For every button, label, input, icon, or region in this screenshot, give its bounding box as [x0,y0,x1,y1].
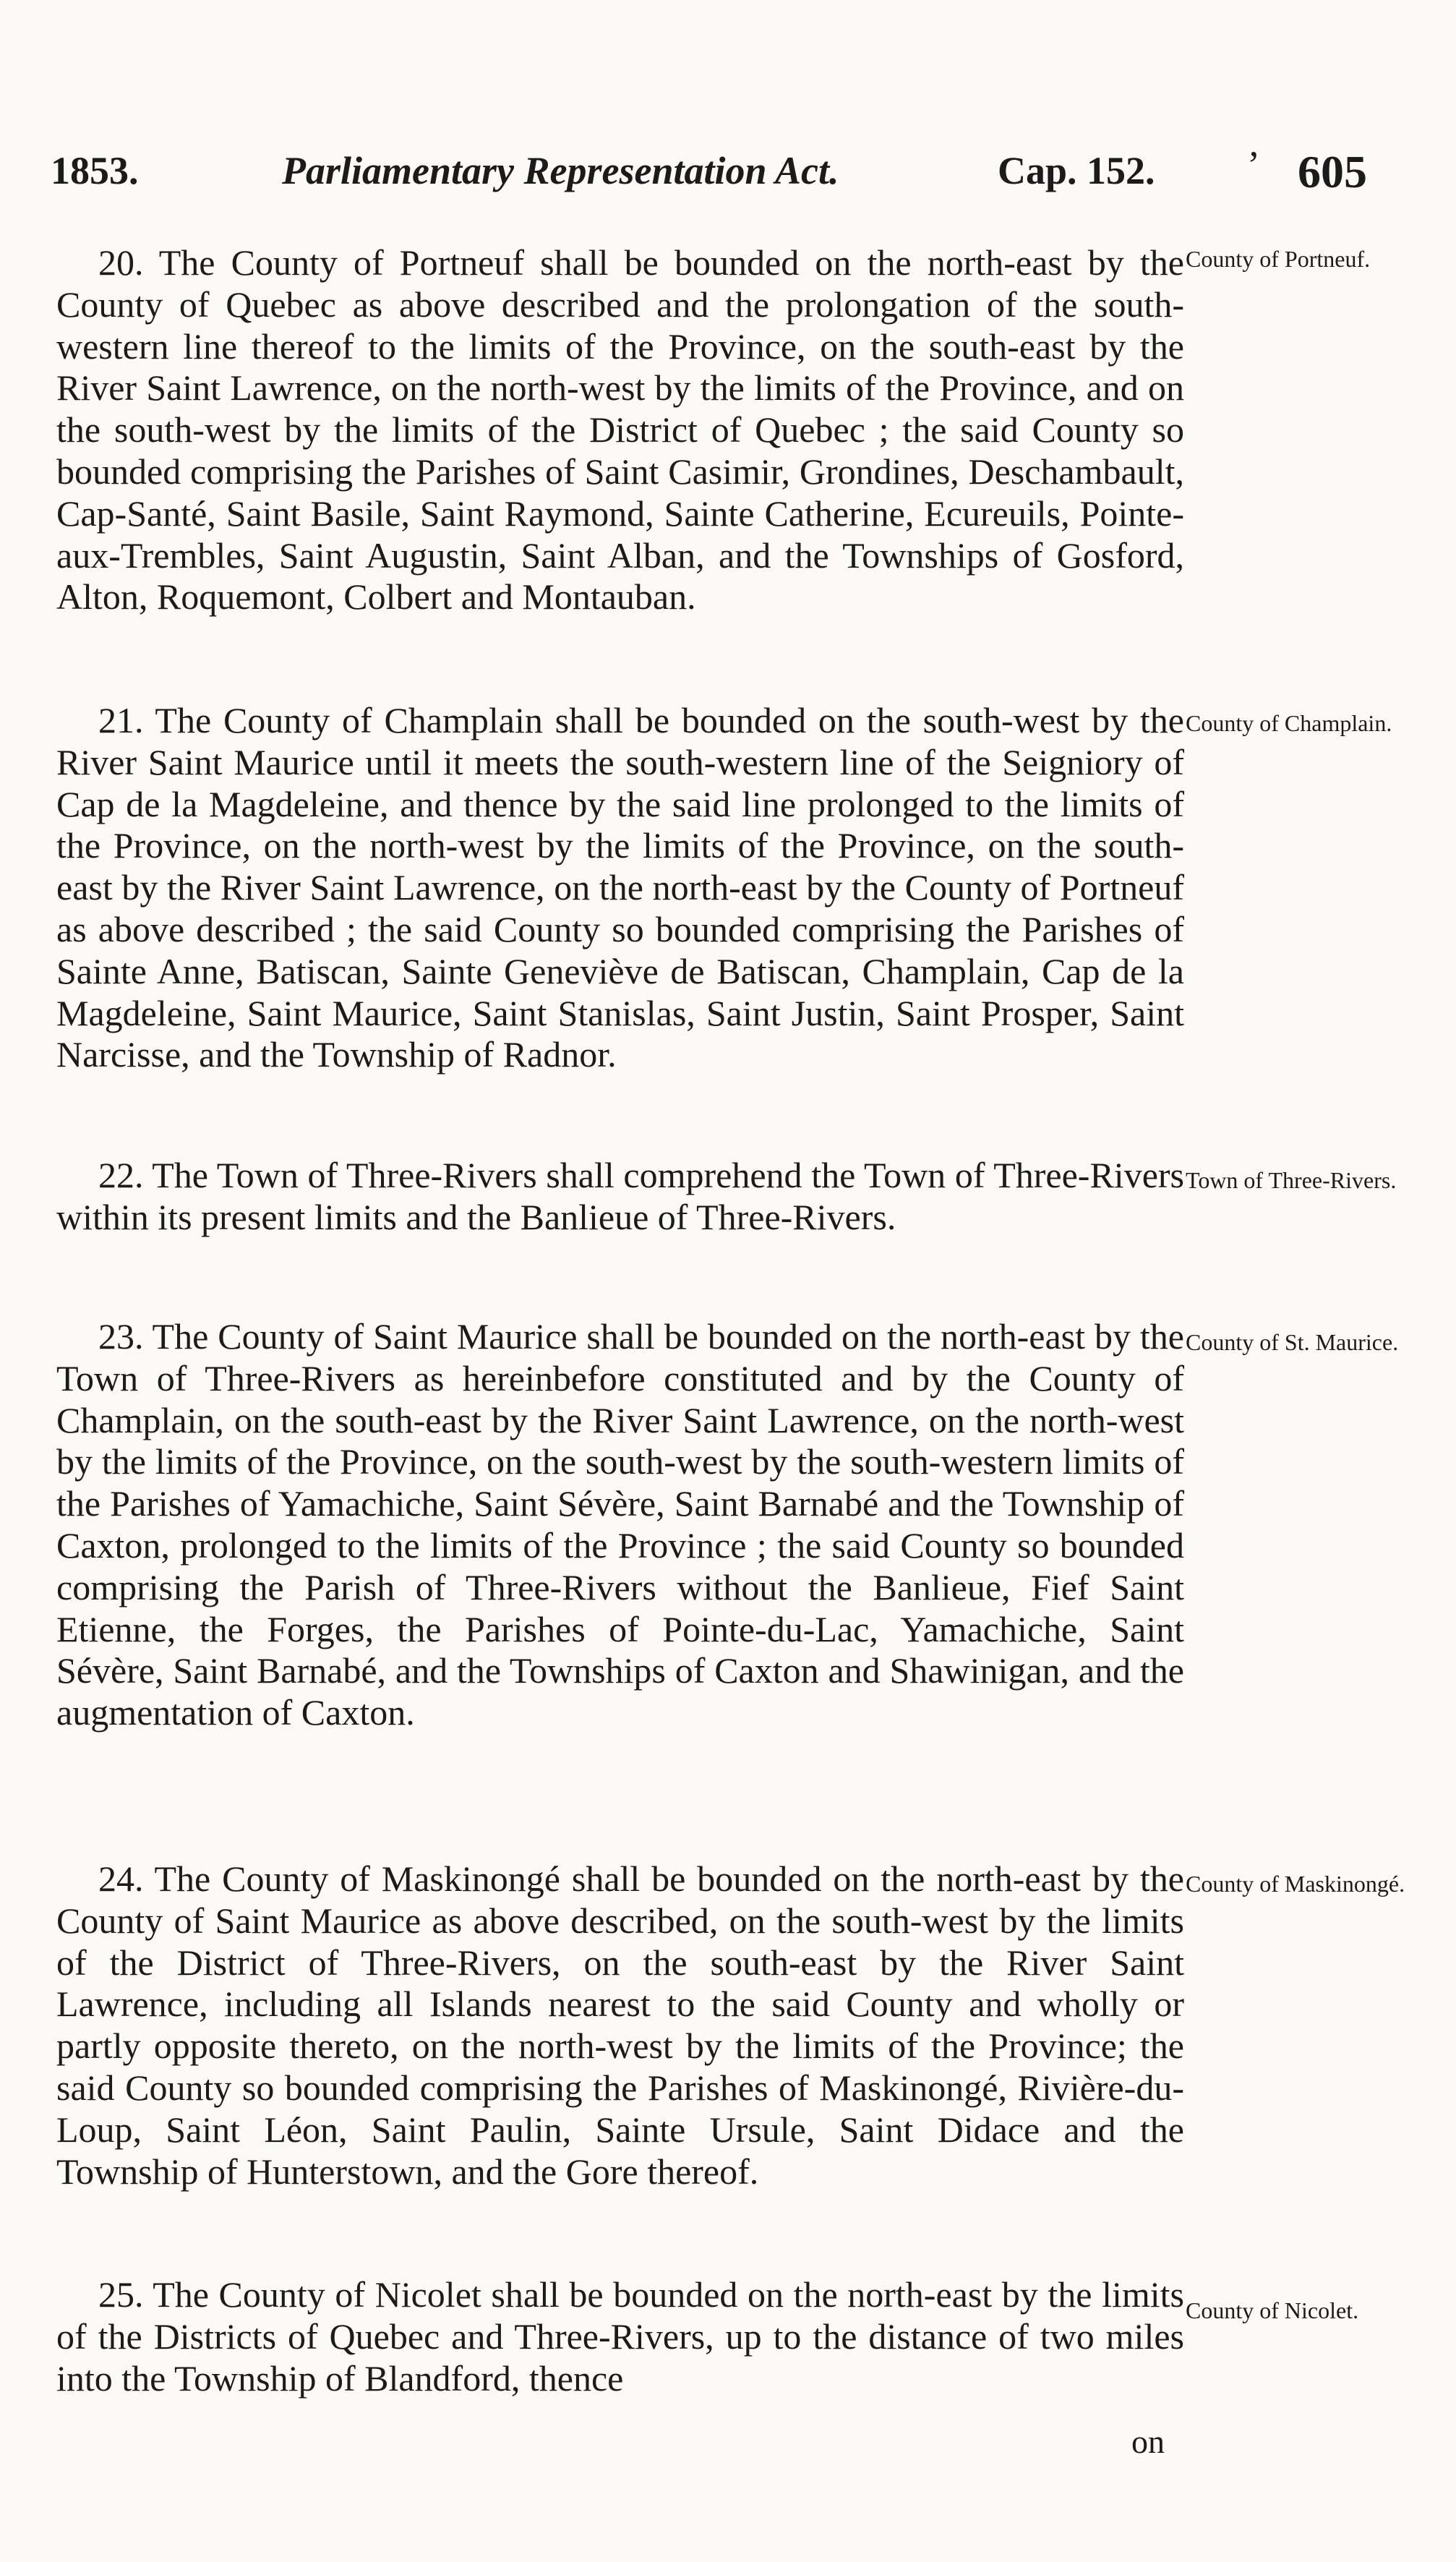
section-text: 21. The County of Champlain shall be bounded on the south-west by the River Saint Maurice until it meets the south-western line of the Seigniory of Cap de la Magdeleine, and thence by the said line prolonged to the limits of the Province, on the north-west by the limits of the Province, on the south-east by the River Saint Lawrence, on the north-east by the County of Portneuf as above described ; the said County so bounded comprising the Parishes of Sainte Anne, Batiscan, Sainte Geneviève de Batiscan, Champlain, Cap de la Magdeleine, Saint Maurice, Saint Stanislas, Saint Justin, Saint Prosper, Saint Narcisse, and the Township of Radnor. [56,700,1184,1075]
sidenote-champlain: County of Champlain. [1186,710,1392,736]
section-22 [56,1155,1184,1239]
header-year: 1853. [51,149,139,192]
sidenote-maskinonge: County of Maskinongé. [1186,1871,1405,1897]
sidenote-st-maurice: County of St. Maurice. [1186,1329,1399,1355]
sidenote-nicolet: County of Nicolet. [1186,2297,1359,2323]
section-text: 24. The County of Maskinongé shall be bounded on the north-east by the County of Saint Maurice as above described, on the south-west by the limits of the District of Three-Rivers, on the south-east by the River Saint Lawrence, including all Islands nearest to the said County and wholly or partly opposite thereto, on the north-west by the limits of the Province; the said County so bounded comprising the Parishes of Maskinongé, Rivière-du-Loup, Saint Léon, Saint Paulin, Sainte Ursule, Saint Didace and the Township of Hunterstown, and the Gore thereof. [56,1858,1184,2192]
page-number: 605 [1298,146,1367,197]
catchword: on [1131,2423,1165,2460]
section-20 [56,242,1184,618]
running-header [51,143,1410,206]
section-text: 25. The County of Nicolet shall be bounded on the north-east by the limits of the Districts of Quebec and Three-Rivers, up to the distance of two miles into the Township of Blandford, thence [56,2274,1184,2399]
section-25 [56,2274,1184,2399]
sidenote-portneuf: County of Portneuf. [1186,246,1371,272]
sidenote-three-rivers: Town of Three-Rivers. [1186,1167,1397,1193]
header-chapter: Cap. 152. [998,149,1155,192]
header-title: Parliamentary Representation Act. [282,149,839,192]
section-text: 23. The County of Saint Maurice shall be bounded on the north-east by the Town of Three-Rivers as hereinbefore constituted and by the County of Champlain, on the south-east by the River Saint Lawrence, on the north-west by the limits of the Province, on the south-west by the south-western limits of the Parishes of Yamachiche, Saint Sévère, Saint Barnabé and the Township of Caxton, prolonged to the limits of the Province ; the said County so bounded comprising the Parish of Three-Rivers without the Banlieue, Fief Saint Etienne, the Forges, the Parishes of Pointe-du-Lac, Yamachiche, Saint Sévère, Saint Barnabé, and the Townships of Caxton and Shawinigan, and the augmentation of Caxton. [56,1316,1184,1733]
section-text: 20. The County of Portneuf shall be bounded on the north-east by the County of Quebec as above described and the prolongation of the south-western line thereof to the limits of the Province, on the south-east by the River Saint Lawrence, on the north-west by the limits of the Province, and on the south-west by the limits of the District of Quebec ; the said County so bounded comprising the Parishes of Saint Casimir, Grondines, Deschambault, Cap-Santé, Saint Basile, Saint Raymond, Sainte Catherine, Ecureuils, Pointe-aux-Trembles, Saint Augustin, Saint Alban, and the Townships of Gosford, Alton, Roquemont, Colbert and Montauban. [56,242,1184,618]
section-text: 22. The Town of Three-Rivers shall comprehend the Town of Three-Rivers within its present limits and the Banlieue of Three-Rivers. [56,1155,1184,1237]
header-mark: ʼ [1247,143,1260,187]
section-21 [56,700,1184,1076]
section-24 [56,1858,1184,2192]
section-23 [56,1316,1184,1734]
